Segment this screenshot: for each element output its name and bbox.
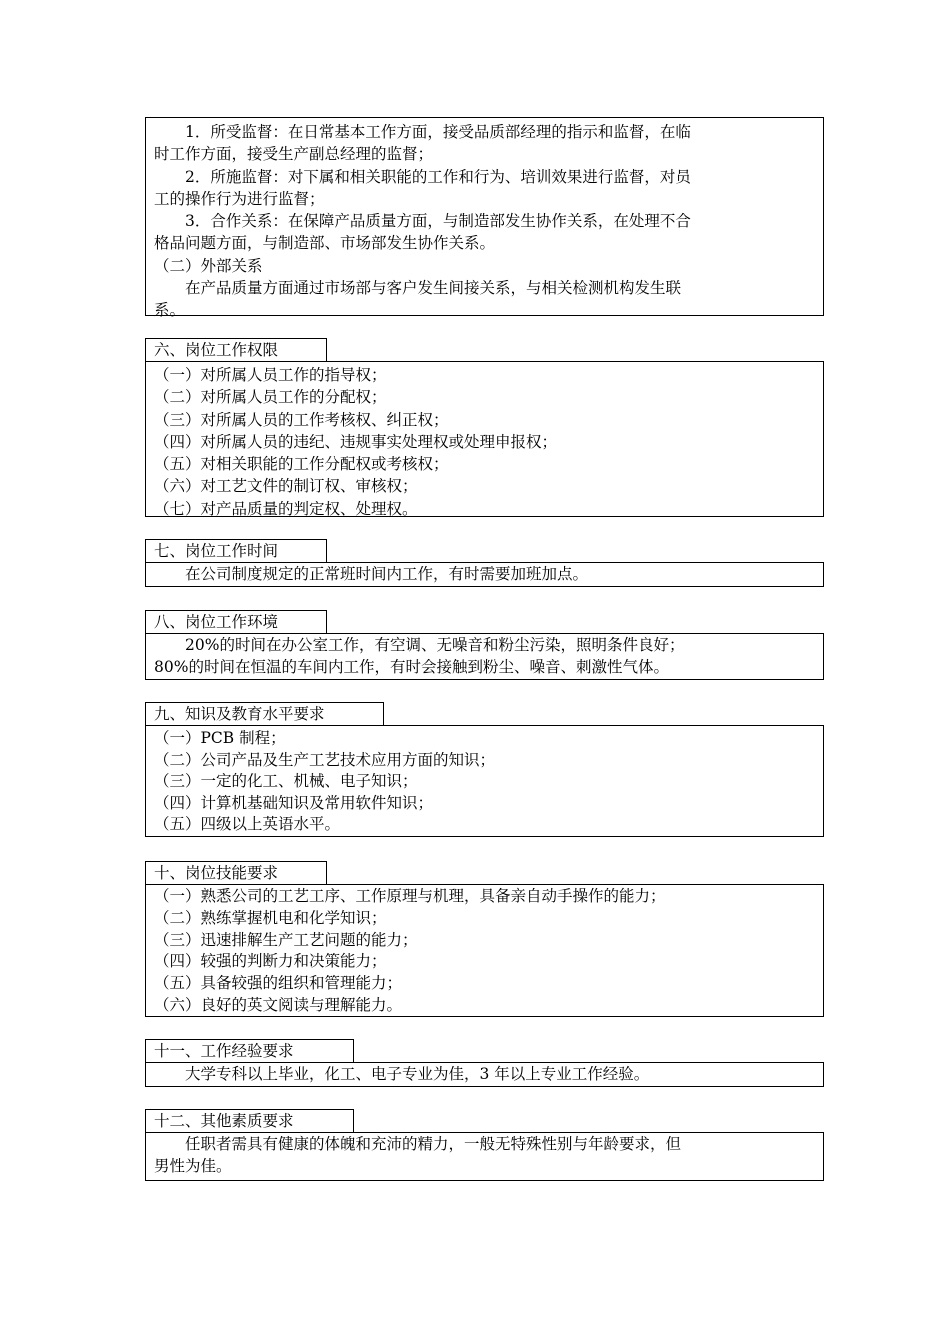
work-experience-box	[145, 1062, 824, 1087]
other-qualities-box	[145, 1132, 824, 1181]
cooperation-line-1: 3．合作关系：在保障产品质量方面，与制造部发生协作关系，在处理不合	[185, 212, 691, 231]
working-hours-box	[145, 562, 824, 587]
section-title-skill-requirements: 十、岗位技能要求	[145, 861, 327, 885]
section-title-work-environment: 八、岗位工作环境	[145, 610, 327, 634]
job-authority-box	[145, 361, 824, 517]
work-environment-line-2: 80%的时间在恒温的车间内工作，有时会接触到粉尘、噪音、刺激性气体。	[154, 658, 669, 676]
cooperation-line-2: 格品问题方面，与制造部、市场部发生协作关系。	[154, 234, 496, 253]
skill-item: （二）熟练掌握机电和化学知识；	[154, 908, 387, 927]
work-environment-box	[145, 633, 824, 680]
section-title-work-experience: 十一、工作经验要求	[145, 1039, 354, 1063]
work-environment-line-1: 20%的时间在办公室工作，有空调、无噪音和粉尘污染，照明条件良好；	[185, 636, 685, 654]
knowledge-item: （三）一定的化工、机械、电子知识；	[154, 772, 418, 791]
authority-item: （二）对所属人员工作的分配权；	[154, 388, 387, 407]
knowledge-item: （二）公司产品及生产工艺技术应用方面的知识；	[154, 750, 496, 769]
authority-item: （六）对工艺文件的制订权、审核权；	[154, 477, 418, 496]
section-title-working-hours: 七、岗位工作时间	[145, 539, 327, 563]
authority-item: （三）对所属人员的工作考核权、纠正权；	[154, 410, 449, 429]
skill-item: （五）具备较强的组织和管理能力；	[154, 974, 403, 993]
supervision-relations-box	[145, 117, 824, 320]
external-relations-line-1: 在产品质量方面通过市场部与客户发生间接关系，与相关检测机构发生联	[185, 279, 682, 298]
knowledge-item: （五）四级以上英语水平。	[154, 815, 341, 834]
section-title-job-authority: 六、岗位工作权限	[145, 338, 327, 362]
authority-item: （七）对产品质量的判定权、处理权。	[154, 499, 418, 518]
authority-item: （一）对所属人员工作的指导权；	[154, 366, 387, 384]
supervision-exercised-line-1: 2．所施监督：对下属和相关职能的工作和行为、培训效果进行监督，对员	[185, 167, 691, 186]
working-hours-text: 在公司制度规定的正常班时间内工作，有时需要加班加点。	[185, 565, 589, 583]
knowledge-item: （一）PCB 制程；	[154, 729, 286, 747]
skill-item: （一）熟悉公司的工艺工序、工作原理与机理，具备亲自动手操作的能力；	[154, 887, 666, 905]
section-title-other-qualities: 十二、其他素质要求	[145, 1109, 354, 1133]
skill-requirements-box	[145, 884, 824, 1017]
section-title-knowledge-education: 九、知识及教育水平要求	[145, 702, 384, 726]
external-relations-heading: （二）外部关系	[154, 256, 263, 275]
skill-item: （四）较强的判断力和决策能力；	[154, 952, 387, 971]
skill-item: （六）良好的英文阅读与理解能力。	[154, 995, 403, 1014]
knowledge-education-box	[145, 725, 824, 837]
external-relations-line-2: 系。	[154, 301, 186, 320]
skill-item: （三）迅速排解生产工艺问题的能力；	[154, 930, 418, 949]
authority-item: （四）对所属人员的违纪、违规事实处理权或处理申报权；	[154, 432, 558, 451]
other-qualities-line-1: 任职者需具有健康的体魄和充沛的精力，一般无特殊性别与年龄要求，但	[185, 1135, 682, 1153]
supervision-received-line-1: 1．所受监督：在日常基本工作方面，接受品质部经理的指示和监督，在临	[185, 123, 691, 141]
authority-item: （五）对相关职能的工作分配权或考核权；	[154, 455, 449, 474]
supervision-exercised-line-2: 工的操作行为进行监督；	[154, 189, 325, 208]
supervision-received-line-2: 时工作方面，接受生产副总经理的监督；	[154, 145, 434, 164]
other-qualities-line-2: 男性为佳。	[154, 1157, 232, 1175]
knowledge-item: （四）计算机基础知识及常用软件知识；	[154, 793, 434, 812]
work-experience-text: 大学专科以上毕业，化工、电子专业为佳，3 年以上专业工作经验。	[185, 1065, 650, 1083]
